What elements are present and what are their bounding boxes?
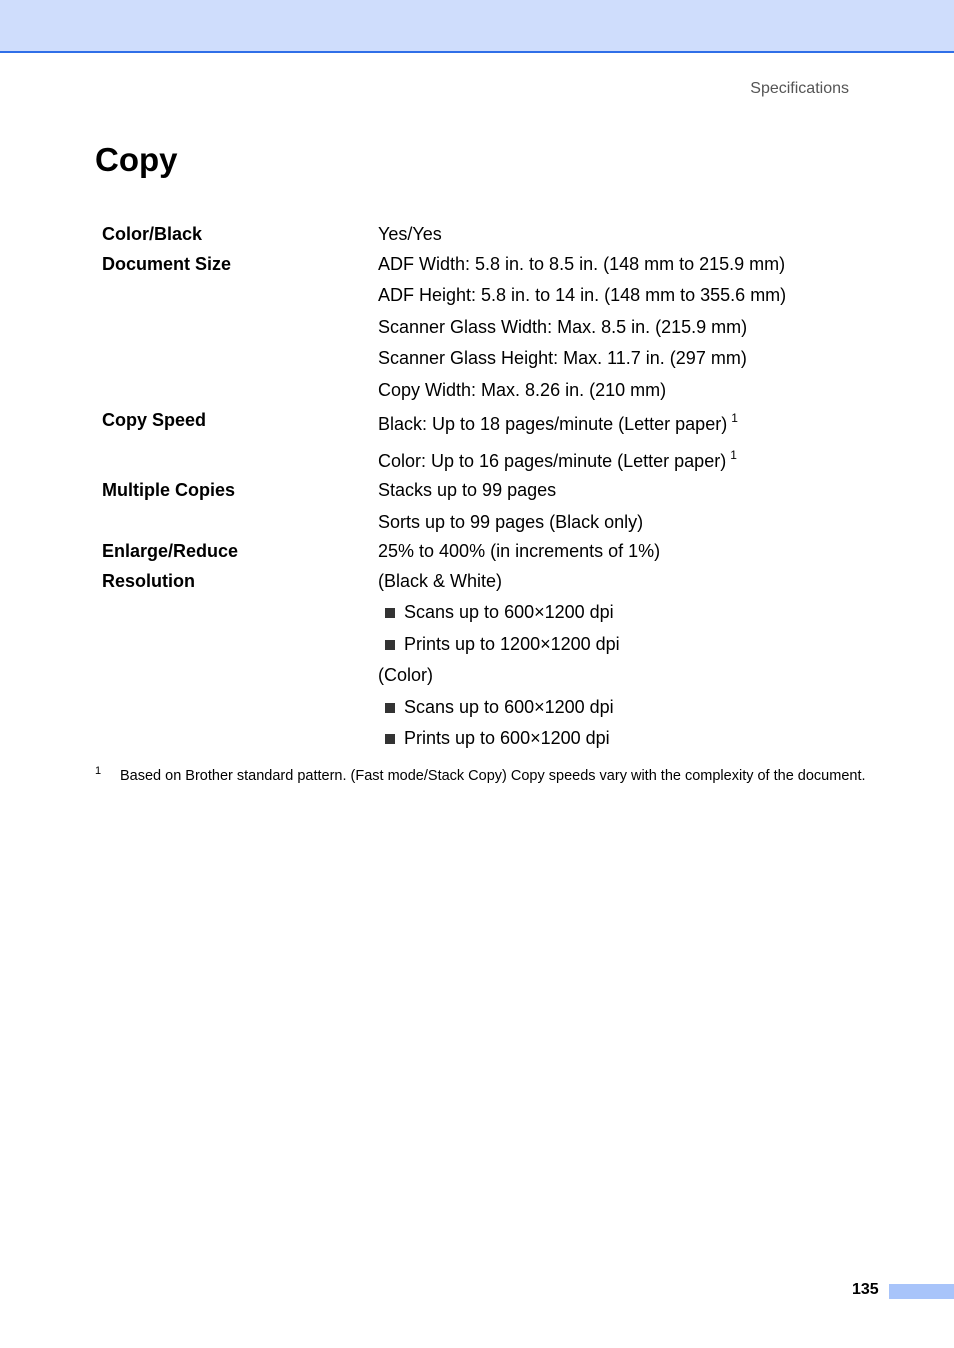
footnote-reference: 1	[731, 411, 738, 425]
page-number: 135	[852, 1281, 879, 1298]
spec-value-with-footnote	[378, 411, 738, 435]
spec-value-text: Color: Up to 16 pages/minute (Letter paper)	[378, 451, 727, 471]
spec-value: Scanner Glass Height: Max. 11.7 in. (297 mm)	[378, 348, 747, 368]
square-bullet-icon	[385, 608, 395, 618]
spec-value: Yes/Yes	[378, 224, 442, 244]
bullet-text: Scans up to 600×1200 dpi	[404, 602, 614, 622]
spec-value: 25% to 400% (in increments of 1%)	[378, 541, 661, 561]
bullet-item	[385, 697, 614, 718]
footnote-reference: 1	[730, 448, 737, 462]
spec-value-with-footnote	[378, 448, 737, 472]
spec-value: Stacks up to 99 pages	[378, 480, 557, 500]
square-bullet-icon	[385, 640, 395, 650]
bullet-item	[385, 634, 620, 655]
footnote-marker: 1	[95, 765, 102, 777]
spec-value: ADF Width: 5.8 in. to 8.5 in. (148 mm to 215.9 mm)	[378, 254, 786, 274]
spec-label-resolution: Resolution	[102, 571, 195, 591]
spec-label-color-black: Color/Black	[102, 224, 203, 244]
spec-value: ADF Height: 5.8 in. to 14 in. (148 mm to 355.6 mm)	[378, 285, 787, 305]
spec-value: Copy Width: Max. 8.26 in. (210 mm)	[378, 380, 667, 400]
spec-label-enlarge-reduce: Enlarge/Reduce	[102, 541, 239, 561]
bullet-item	[385, 728, 610, 749]
bullet-text: Scans up to 600×1200 dpi	[404, 697, 614, 717]
running-header: Specifications	[750, 80, 849, 97]
footnote-text: Based on Brother standard pattern. (Fast mode/Stack Copy) Copy speeds vary with the complexity of the document.	[120, 768, 866, 784]
spec-label-multiple-copies: Multiple Copies	[102, 480, 236, 500]
square-bullet-icon	[385, 734, 395, 744]
spec-value-text: Black: Up to 18 pages/minute (Letter paper)	[378, 414, 728, 434]
resolution-subheading-color: (Color)	[378, 665, 434, 685]
spec-label-copy-speed: Copy Speed	[102, 410, 207, 430]
spec-label-document-size: Document Size	[102, 254, 232, 274]
bullet-text: Prints up to 1200×1200 dpi	[404, 634, 620, 654]
page-tab-marker	[889, 1284, 954, 1299]
bullet-item	[385, 602, 614, 623]
spec-value: Sorts up to 99 pages (Black only)	[378, 512, 644, 532]
page-title: Copy	[95, 141, 178, 178]
spec-value: Scanner Glass Width: Max. 8.5 in. (215.9 mm)	[378, 317, 748, 337]
resolution-subheading-black-white: (Black & White)	[378, 571, 503, 591]
header-band	[0, 0, 954, 53]
bullet-text: Prints up to 600×1200 dpi	[404, 728, 610, 748]
square-bullet-icon	[385, 703, 395, 713]
